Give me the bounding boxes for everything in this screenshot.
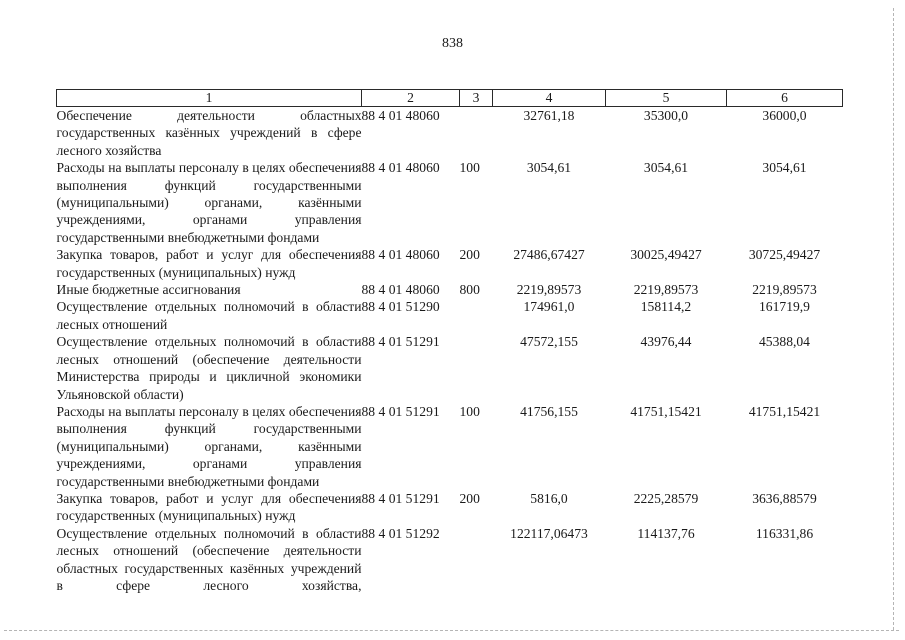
- target-article-code: 88 4 01 48060: [361, 160, 440, 176]
- target-article-code: 88 4 01 51292: [361, 525, 440, 541]
- expense-name: Расходы на выплаты персоналу в целях обеспечения выполнения функций государственными (муниципальными) органами, казёнными учреждениями, органами управления государственными внебюджетными фондами: [56, 160, 362, 245]
- amount-col-6: 161719,9: [759, 299, 810, 315]
- amount-col-6: 2219,89573: [752, 282, 817, 298]
- expense-type-code: [460, 107, 493, 160]
- page-edge-right: [893, 8, 894, 630]
- expense-name: Осуществление отдельных полномочий в области лесных отношений (обеспечение деятельности областных государственных казённых учреждений в сфере лесного хозяйства,: [56, 525, 362, 593]
- table-row: [57, 159, 843, 246]
- expense-type-code: [460, 298, 493, 333]
- amount-col-6: 41751,15421: [748, 403, 821, 419]
- amount-col-5: 158114,2: [640, 299, 692, 315]
- table-row: [57, 525, 843, 595]
- page-number: 838: [442, 36, 463, 51]
- table-row: [57, 107, 843, 160]
- column-header: 5: [606, 90, 727, 107]
- column-header: 3: [460, 90, 493, 107]
- amount-col-6: 30725,49427: [748, 247, 821, 263]
- expense-name: Осуществление отдельных полномочий в области лесных отношений (обеспечение деятельности Министерства природы и цикличной экономики Ульяновской области): [56, 334, 362, 402]
- expense-type-code: [460, 333, 493, 403]
- amount-col-5: 2219,89573: [633, 282, 699, 298]
- column-header: 1: [57, 90, 362, 107]
- amount-col-4: 47572,155: [520, 334, 578, 350]
- target-article-code: 88 4 01 51291: [361, 403, 440, 419]
- amount-col-6: 36000,0: [762, 108, 807, 123]
- amount-col-4: 5816,0: [530, 490, 568, 506]
- expense-type-code: [460, 525, 493, 595]
- header-row: [57, 90, 843, 107]
- target-article-code: 88 4 01 48060: [361, 282, 440, 298]
- table-row: [57, 281, 843, 298]
- expense-name: Осуществление отдельных полномочий в области лесных отношений: [56, 299, 362, 332]
- column-header: 6: [727, 90, 843, 107]
- expense-name: Закупка товаров, работ и услуг для обеспечения государственных (муниципальных) нужд: [56, 247, 362, 280]
- table-row: [57, 403, 843, 490]
- target-article-code: 88 4 01 51290: [361, 299, 440, 315]
- amount-col-6: 116331,86: [755, 525, 814, 541]
- column-header: 2: [362, 90, 460, 107]
- page-edge-bottom: [4, 630, 899, 631]
- amount-col-6: 45388,04: [759, 334, 810, 350]
- amount-col-4: 41756,155: [520, 403, 578, 419]
- amount-col-4: 122117,06473: [510, 525, 588, 541]
- target-article-code: 88 4 01 51291: [361, 490, 440, 506]
- table-row: [57, 333, 843, 403]
- expense-name: Расходы на выплаты персоналу в целях обеспечения выполнения функций государственными (муниципальными) органами, казёнными учреждениями, органами управления государственными внебюджетными фондами: [56, 403, 362, 489]
- column-header: 4: [493, 90, 606, 107]
- amount-col-5: 2225,28579: [633, 490, 699, 506]
- expense-name: Обеспечение деятельности областных государственных казённых учреждений в сфере лесного хозяйства: [56, 108, 362, 158]
- expense-type-code: 200: [459, 247, 480, 263]
- amount-col-5: 35300,0: [643, 108, 689, 123]
- expense-type-code: 800: [459, 282, 480, 298]
- target-article-code: 88 4 01 51291: [361, 334, 440, 350]
- budget-table: [56, 89, 843, 594]
- table-row: [57, 490, 843, 525]
- target-article-code: 88 4 01 48060: [361, 108, 440, 123]
- amount-col-5: 43976,44: [640, 334, 692, 350]
- expense-type-code: 100: [459, 403, 480, 419]
- amount-col-5: 3054,61: [643, 160, 689, 176]
- amount-col-4: 2219,89573: [516, 282, 582, 298]
- amount-col-6: 3636,88579: [752, 490, 817, 506]
- amount-col-5: 30025,49427: [630, 247, 702, 263]
- target-article-code: 88 4 01 48060: [361, 247, 440, 263]
- expense-name: Иные бюджетные ассигнования: [56, 282, 241, 298]
- amount-col-4: 174961,0: [523, 299, 575, 315]
- amount-col-5: 41751,15421: [630, 403, 702, 419]
- expense-type-code: 200: [459, 490, 480, 506]
- table-row: [57, 246, 843, 281]
- amount-col-4: 3054,61: [526, 160, 572, 176]
- amount-col-5: 114137,76: [637, 525, 695, 541]
- amount-col-6: 3054,61: [762, 160, 807, 176]
- amount-col-4: 27486,67427: [513, 247, 585, 263]
- amount-col-4: 32761,18: [523, 108, 575, 123]
- expense-name: Закупка товаров, работ и услуг для обеспечения государственных (муниципальных) нужд: [56, 490, 362, 524]
- table-row: [57, 298, 843, 333]
- expense-type-code: 100: [459, 160, 480, 176]
